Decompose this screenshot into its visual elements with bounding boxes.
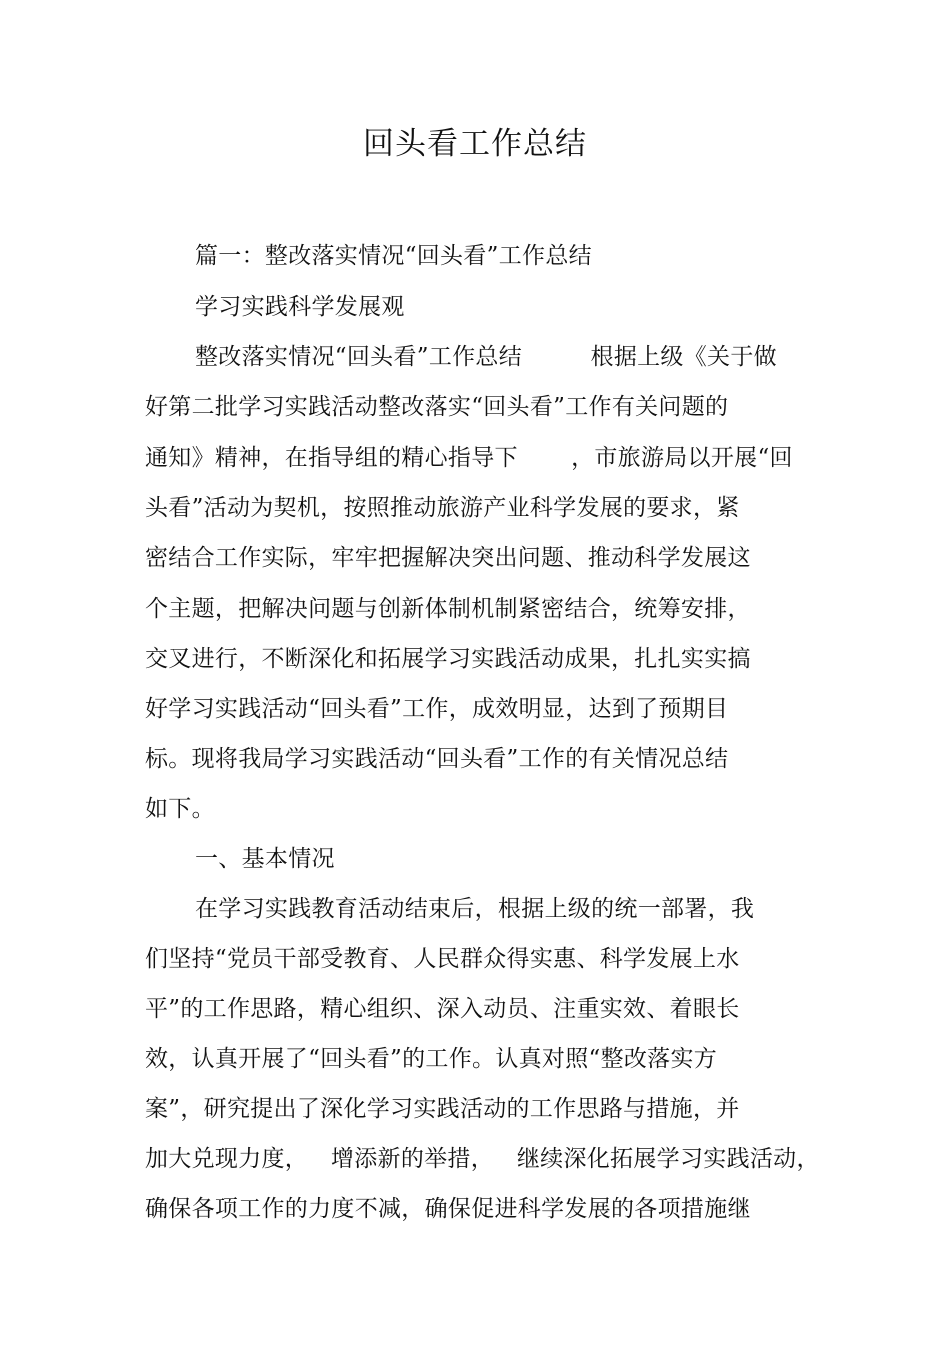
paragraph-line: 密结合工作实际，牢牢把握解决突出问题、推动科学发展这 [145,545,751,571]
paragraph-line: 在学习实践教育活动结束后，根据上级的统一部署，我 [195,896,755,922]
subheading: 学习实践科学发展观 [195,294,405,320]
paragraph-line: 确保各项工作的力度不减，确保促进科学发展的各项措施继 [145,1196,751,1222]
paragraph-line: 平”的工作思路，精心组织、深入动员、注重实效、着眼长 [145,996,740,1022]
paragraph-line: 好第二批学习实践活动整改落实“回头看”工作有关问题的 [145,394,729,420]
paragraph-line: 们坚持“党员干部受教育、人民群众得实惠、科学发展上水 [145,946,740,972]
paragraph-line: 案”，研究提出了深化学习实践活动的工作思路与措施，并 [145,1096,740,1122]
paragraph-line: 如下。 [145,796,215,822]
paragraph-line: 标。现将我局学习实践活动“回头看”工作的有关情况总结 [145,746,729,772]
paragraph-line: 交叉进行，不断深化和拓展学习实践活动成果，扎扎实实搞 [145,646,751,672]
section-heading: 篇一：整改落实情况“回头看”工作总结 [195,243,592,269]
paragraph-line: 效，认真开展了“回头看”的工作。认真对照“整改落实方 [145,1046,718,1072]
document-title: 回头看工作总结 [363,126,587,162]
paragraph-line: 好学习实践活动“回头看”工作，成效明显，达到了预期目 [145,696,729,722]
section-heading: 一、基本情况 [195,846,335,872]
paragraph-line: 头看”活动为契机，按照推动旅游产业科学发展的要求，紧 [145,495,740,521]
paragraph-line: 加大兑现力度， 增添新的举措， 继续深化拓展学习实践活动， [145,1146,820,1172]
paragraph-line: 个主题，把解决问题与创新体制机制紧密结合，统筹安排， [145,596,751,622]
paragraph-line: 通知》精神，在指导组的精心指导下 ，市旅游局以开展“回 [145,445,793,471]
paragraph-line: 整改落实情况“回头看”工作总结 根据上级《关于做 [195,344,777,370]
